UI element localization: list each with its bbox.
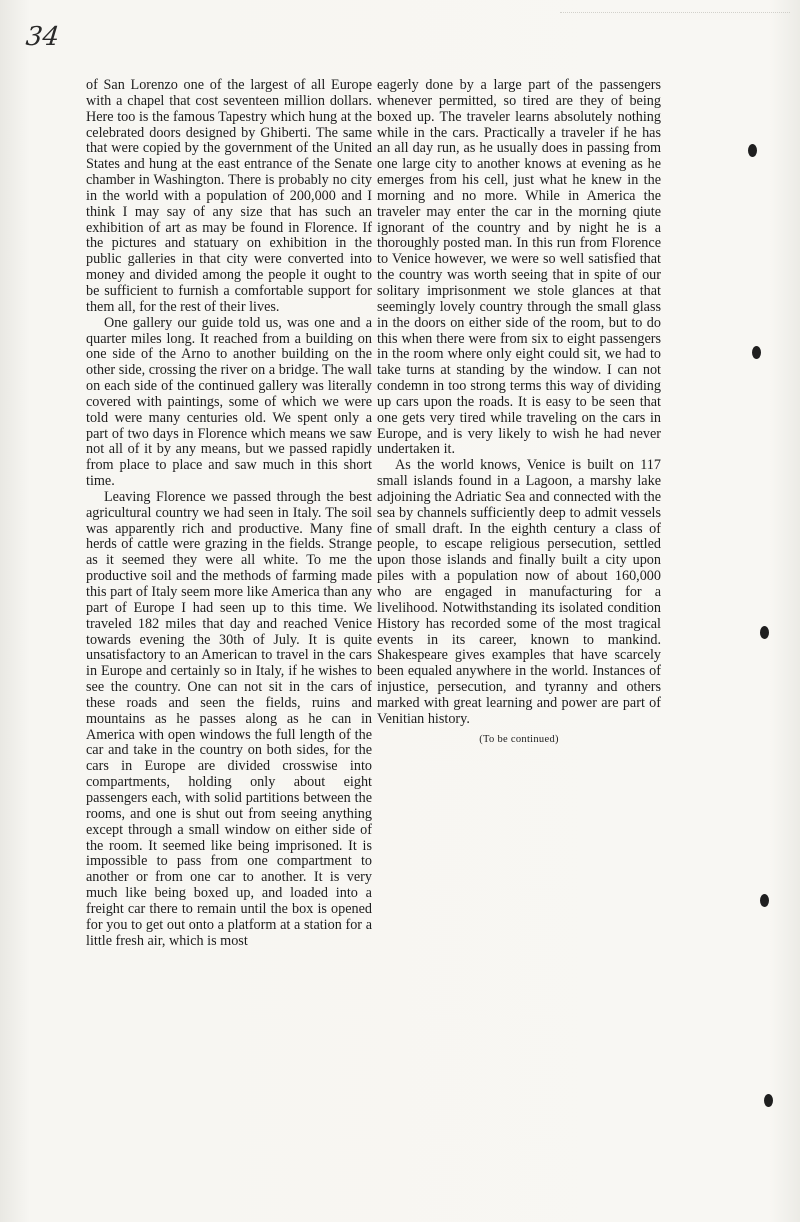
paragraph: One gallery our guide told us, was one and a quarter miles long. It reached from a building on one side of the Arno to another building on the other side, crossing the river on a bridge. The wall on each side of the continued gallery was literally covered with paintings, some of which we were told were many centuries old. We spent only a part of two days in Florence which means we saw not all of it by any means, but we passed rapidly from place to place and saw much in this short time. — [86, 314, 372, 490]
paragraph: As the world knows, Venice is built on 117 small islands found in a Lagoon, a marshy lake adjoining the Adriatic Sea and connected with the sea by channels sufficiently deep to admit vessels of small draft. In the eighth century a class of people, to escape religious persecution, settled upon those islands and finally built a city upon piles with a population now of about 160,000 who are engaged in manufacturing for a livelihood. Notwithstanding its isolated condition History has recorded some of the most tragical events in its career, known to mankind. Shakespeare gives examples that have scarcely been equaled anywhere in the world. Instances of injustice, persecution, and tyranny and others marked with great learning and power are part of Venitian history. — [377, 457, 661, 727]
binder-hole-icon — [748, 144, 757, 157]
binder-hole-icon — [760, 626, 769, 639]
right-column — [377, 78, 661, 747]
paragraph: eagerly done by a large part of the passengers whenever permitted, so tired are they of being boxed up. The traveler learns absolutely nothing while in the cars. Practically a traveler if he has an all day run, as he usually does in passing from one large city to another knows at evening as he emerges from his cell, just what he knew in the morning and no more. While in America the traveler may enter the car in the morning qiute ignorant of the country and by night he is a thoroughly posted man. In this run from Florence to Venice however, we were so well satisfied that the country was worth seeing that in spite of our solitary imprisonment we stole glances at that seemingly lovely country through the small glass in the doors on either side of the room, but to do this when there were from six to eight passengers in the room where only eight could sit, we had to take turns at standing by the window. I can not condemn in too strong terms this way of dividing up cars upon the roads. It is easy to be seen that one gets very tired while traveling on the cars in Europe, and is very likely to wish he had never undertaken it. — [377, 77, 661, 458]
paragraph: Leaving Florence we passed through the best agricultural country we had seen in Italy. The soil was apparently rich and productive. Many fine herds of cattle were grazing in the fields. Strange as it seemed they were all white. To me the productive soil and the methods of farming made this part of Italy seem more like America than any part of Europe I had seen up to this time. We traveled 182 miles that day and reached Venice towards evening the 30th of July. It is quite unsatisfactory to an American to travel in the cars in Europe and certainly so in Italy, if he wishes to see the country. One can not sit in the cars of these roads and seen the fields, ruins and mountains as he passes along as he can in America with open windows the full length of the car and take in the country on both sides, for the cars in Europe are divided crosswise into compartments, holding only about eight passengers each, with solid partitions between the rooms, and one is shut out from seeing anything except through a small window on either side of the room. It seemed like being imprisoned. It is impossible to pass from one compartment to another or from one car to another. It is very much like being boxed up, and loaded into a freight car there to remain until the box is opened for you to get out onto a platform at a station for a little fresh air, which is most — [86, 488, 372, 949]
paragraph: of San Lorenzo one of the largest of all Europe with a chapel that cost seventeen million dollars. Here too is the famous Tapestry which hung at the celebrated doors designed by Ghiberti. The same that were copied by the government of the United States and hung at the east entrance of the Senate chamber in Washington. There is probably no city in the world with a population of 200,000 and I think I may say of any size that has such an exhibition of art as may be found in Florence. If the pictures and statuary on exhibition in the public galleries in that city were converted into money and divided among the people it ought to be sufficient to furnish a comfortable support for them all, for the rest of their lives. — [86, 77, 372, 315]
binder-hole-icon — [764, 1094, 773, 1107]
scan-edge-mark — [560, 0, 790, 13]
continued-note: (To be continued) — [479, 733, 559, 745]
binder-hole-icon — [752, 346, 761, 359]
page-number: 34 — [24, 22, 61, 52]
binder-hole-icon — [760, 894, 769, 907]
left-column — [86, 78, 372, 949]
